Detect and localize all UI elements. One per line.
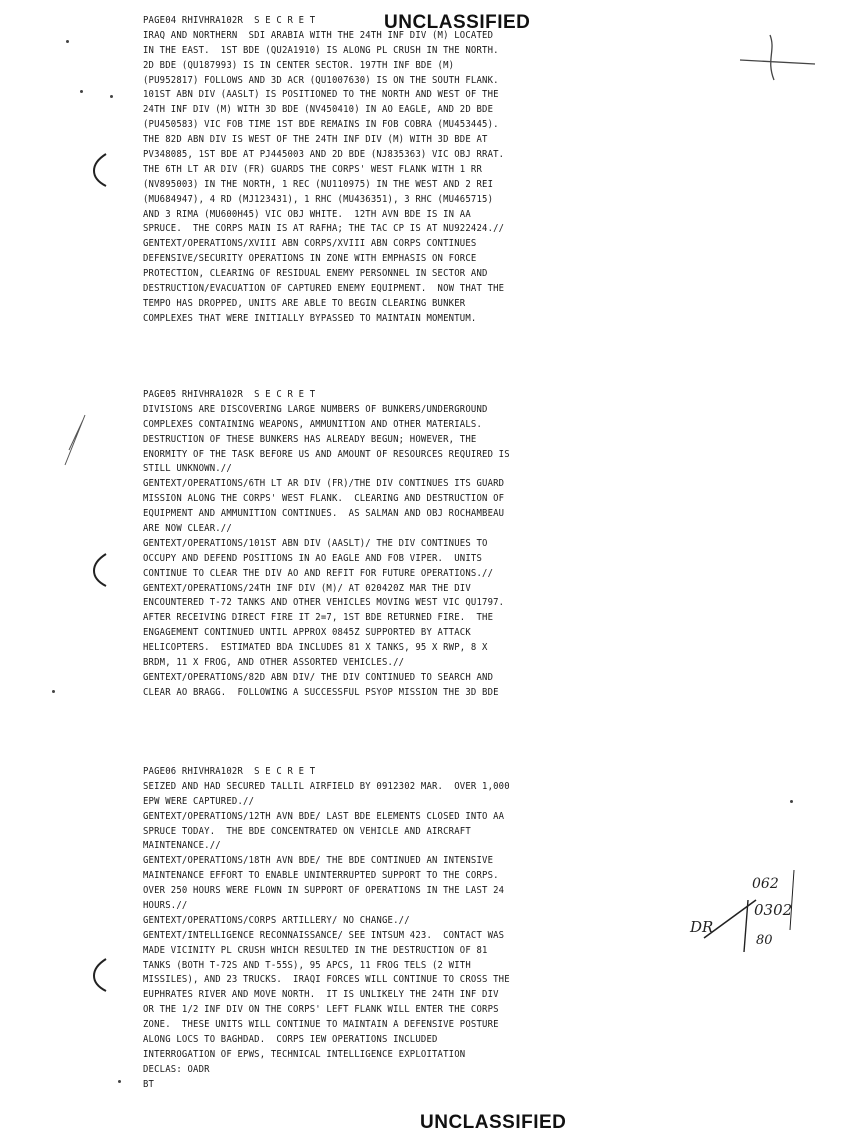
scan-speck — [80, 90, 83, 93]
message-text-line: SPRUCE TODAY. THE BDE CONCENTRATED ON VEHICLE AND AIRCRAFT — [143, 825, 471, 837]
svg-text:062: 062 — [752, 876, 779, 892]
message-text-line: MAINTENANCE EFFORT TO ENABLE UNINTERRUPTED SUPPORT TO THE CORPS. — [143, 870, 499, 882]
message-text-line: DEFENSIVE/SECURITY OPERATIONS IN ZONE WITH EMPHASIS ON FORCE — [143, 253, 477, 265]
message-text-line: GENTEXT/OPERATIONS/CORPS ARTILLERY/ NO CHANGE.// — [143, 914, 410, 926]
message-text-line: IN THE EAST. 1ST BDE (QU2A1910) IS ALONG PL CRUSH IN THE NORTH. — [143, 44, 499, 56]
margin-bracket-mark — [86, 550, 110, 590]
message-text-line: CLEAR AO BRAGG. FOLLOWING A SUCCESSFUL PSYOP MISSION THE 3D BDE — [143, 686, 499, 698]
message-text-line: HOURS.// — [143, 900, 188, 912]
message-text-line: ENGAGEMENT CONTINUED UNTIL APPROX 0845Z SUPPORTED BY ATTACK — [143, 627, 471, 639]
message-text-line: GENTEXT/OPERATIONS/12TH AVN BDE/ LAST BDE ELEMENTS CLOSED INTO AA — [143, 810, 505, 822]
message-text-line: PV348085, 1ST BDE AT PJ445003 AND 2D BDE (NJ835363) VIC OBJ RRAT. — [143, 149, 505, 161]
message-text-line: GENTEXT/OPERATIONS/24TH INF DIV (M)/ AT 020420Z MAR THE DIV — [143, 582, 471, 594]
message-text-line: AFTER RECEIVING DIRECT FIRE IT 2=7, 1ST BDE RETURNED FIRE. THE — [143, 612, 494, 624]
message-text-line: COMPLEXES THAT WERE INITIALLY BYPASSED TO MAINTAIN MOMENTUM. — [143, 312, 477, 324]
message-text-line: 2D BDE (QU187993) IS IN CENTER SECTOR. 197TH INF BDE (M) — [143, 59, 455, 71]
message-text-line: MAINTENANCE.// — [143, 840, 221, 852]
svg-text:DR: DR — [690, 918, 714, 936]
scan-speck — [118, 1080, 121, 1083]
message-text-line: DESTRUCTION/EVACUATION OF CAPTURED ENEMY EQUIPMENT. NOW THAT THE — [143, 283, 505, 295]
message-text-line: PROTECTION, CLEARING OF RESIDUAL ENEMY PERSONNEL IN SECTOR AND — [143, 268, 488, 280]
message-text-line: DECLAS: OADR — [143, 1063, 210, 1075]
scan-speck — [110, 95, 113, 98]
classification-header: UNCLASSIFIED — [384, 12, 531, 33]
message-text-line: OCCUPY AND DEFEND POSITIONS IN AO EAGLE AND FOB VIPER. UNITS — [143, 552, 483, 564]
message-text-line: AND 3 RIMA (MU600H45) VIC OBJ WHITE. 12TH AVN BDE IS IN AA — [143, 208, 471, 220]
message-text-line: TEMPO HAS DROPPED, UNITS ARE ABLE TO BEGIN CLEARING BUNKER — [143, 297, 466, 309]
message-text-line: OVER 250 HOURS WERE FLOWN IN SUPPORT OF OPERATIONS IN THE LAST 24 — [143, 885, 505, 897]
message-text-line: ENCOUNTERED T-72 TANKS AND OTHER VEHICLES MOVING WEST VIC QU1797. — [143, 597, 505, 609]
message-text-line: EPW WERE CAPTURED.// — [143, 795, 255, 807]
classification-footer: UNCLASSIFIED — [420, 1112, 567, 1133]
message-text-line: SPRUCE. THE CORPS MAIN IS AT RAFHA; THE TAC CP IS AT NU922424.// — [143, 223, 505, 235]
handwritten-routing-note — [686, 860, 806, 960]
message-text-line: GENTEXT/INTELLIGENCE RECONNAISSANCE/ SEE INTSUM 423. CONTACT WAS — [143, 929, 505, 941]
message-text-line: HELICOPTERS. ESTIMATED BDA INCLUDES 81 X TANKS, 95 X RWP, 8 X — [143, 642, 488, 654]
message-text-line: GENTEXT/OPERATIONS/6TH LT AR DIV (FR)/THE DIV CONTINUES ITS GUARD — [143, 478, 505, 490]
page-header-line: PAGE05 RHIVHRA102R S E C R E T — [143, 389, 316, 400]
margin-scribble-mark — [55, 410, 95, 470]
message-text-line: MISSILES), AND 23 TRUCKS. IRAQI FORCES WILL CONTINUE TO CROSS THE — [143, 974, 510, 986]
message-text-line: GENTEXT/OPERATIONS/82D ABN DIV/ THE DIV CONTINUED TO SEARCH AND — [143, 671, 494, 683]
message-text-line: SEIZED AND HAD SECURED TALLIL AIRFIELD BY 0912302 MAR. OVER 1,000 — [143, 780, 510, 792]
message-text-line: COMPLEXES CONTAINING WEAPONS, AMMUNITION AND OTHER MATERIALS. — [143, 418, 483, 430]
svg-text:0302: 0302 — [754, 901, 793, 919]
message-text-line: STILL UNKNOWN.// — [143, 463, 232, 475]
message-text-line: ARE NOW CLEAR.// — [143, 523, 232, 535]
scan-speck — [52, 690, 55, 693]
message-text-line: THE 6TH LT AR DIV (FR) GUARDS THE CORPS' WEST FLANK WITH 1 RR — [143, 163, 483, 175]
message-text-line: BT — [143, 1078, 155, 1090]
message-text-line: CONTINUE TO CLEAR THE DIV AO AND REFIT FOR FUTURE OPERATIONS.// — [143, 567, 494, 579]
section-page04 — [143, 14, 703, 327]
message-text-line: MISSION ALONG THE CORPS' WEST FLANK. CLEARING AND DESTRUCTION OF — [143, 493, 505, 505]
margin-bracket-mark — [86, 150, 110, 190]
message-text-line: GENTEXT/OPERATIONS/XVIII ABN CORPS/XVIII ABN CORPS CONTINUES — [143, 238, 477, 250]
page-header-line: PAGE06 RHIVHRA102R S E C R E T — [143, 766, 316, 777]
message-text-line: (PU450583) VIC FOB TIME 1ST BDE REMAINS IN FOB COBRA (MU453445). — [143, 119, 499, 131]
message-text-line: DESTRUCTION OF THESE BUNKERS HAS ALREADY BEGUN; HOWEVER, THE — [143, 433, 477, 445]
message-text-line: GENTEXT/OPERATIONS/18TH AVN BDE/ THE BDE CONTINUED AN INTENSIVE — [143, 855, 494, 867]
message-text-line: ENORMITY OF THE TASK BEFORE US AND AMOUNT OF RESOURCES REQUIRED IS — [143, 448, 510, 460]
message-text-line: 24TH INF DIV (M) WITH 3D BDE (NV450410) IN AO EAGLE, AND 2D BDE — [143, 104, 494, 116]
message-text-line: EQUIPMENT AND AMMUNITION CONTINUES. AS SALMAN AND OBJ ROCHAMBEAU — [143, 508, 505, 520]
message-text-line: 101ST ABN DIV (AASLT) IS POSITIONED TO THE NORTH AND WEST OF THE — [143, 89, 499, 101]
message-text-line: OR THE 1/2 INF DIV ON THE CORPS' LEFT FLANK WILL ENTER THE CORPS — [143, 1004, 499, 1016]
svg-text:80: 80 — [756, 933, 773, 948]
message-text-line: ALONG LOCS TO BAGHDAD. CORPS IEW OPERATIONS INCLUDED — [143, 1034, 438, 1046]
margin-bracket-mark — [86, 955, 110, 995]
message-text-line: (NV895003) IN THE NORTH, 1 REC (NU110975) IN THE WEST AND 2 REI — [143, 178, 494, 190]
message-text-line: EUPHRATES RIVER AND MOVE NORTH. IT IS UNLIKELY THE 24TH INF DIV — [143, 989, 499, 1001]
section-page05 — [143, 388, 703, 701]
message-text-line: ZONE. THESE UNITS WILL CONTINUE TO MAINTAIN A DEFENSIVE POSTURE — [143, 1019, 499, 1031]
page-header-line: PAGE04 RHIVHRA102R S E C R E T — [143, 15, 316, 26]
message-text-line: MADE VICINITY PL CRUSH WHICH RESULTED IN THE DESTRUCTION OF 81 — [143, 944, 488, 956]
section-page06 — [143, 765, 703, 1093]
message-text-line: (PU952817) FOLLOWS AND 3D ACR (QU1007630) IS ON THE SOUTH FLANK. — [143, 74, 499, 86]
message-text-line: BRDM, 11 X FROG, AND OTHER ASSORTED VEHICLES.// — [143, 657, 405, 669]
scan-speck — [66, 40, 69, 43]
message-text-line: THE 82D ABN DIV IS WEST OF THE 24TH INF DIV (M) WITH 3D BDE AT — [143, 134, 488, 146]
message-text-line: (MU684947), 4 RD (MJ123431), 1 RHC (MU436351), 3 RHC (MU465715) — [143, 193, 494, 205]
scan-speck — [790, 800, 793, 803]
message-text-line: GENTEXT/OPERATIONS/101ST ABN DIV (AASLT)/ THE DIV CONTINUES TO — [143, 537, 488, 549]
message-text-line: IRAQ AND NORTHERN SDI ARABIA WITH THE 24TH INF DIV (M) LOCATED — [143, 29, 494, 41]
margin-scribble-mark — [730, 30, 820, 90]
message-text-line: DIVISIONS ARE DISCOVERING LARGE NUMBERS OF BUNKERS/UNDERGROUND — [143, 403, 488, 415]
message-text-line: INTERROGATION OF EPWS, TECHNICAL INTELLIGENCE EXPLOITATION — [143, 1048, 466, 1060]
message-text-line: TANKS (BOTH T-72S AND T-55S), 95 APCS, 11 FROG TELS (2 WITH — [143, 959, 471, 971]
